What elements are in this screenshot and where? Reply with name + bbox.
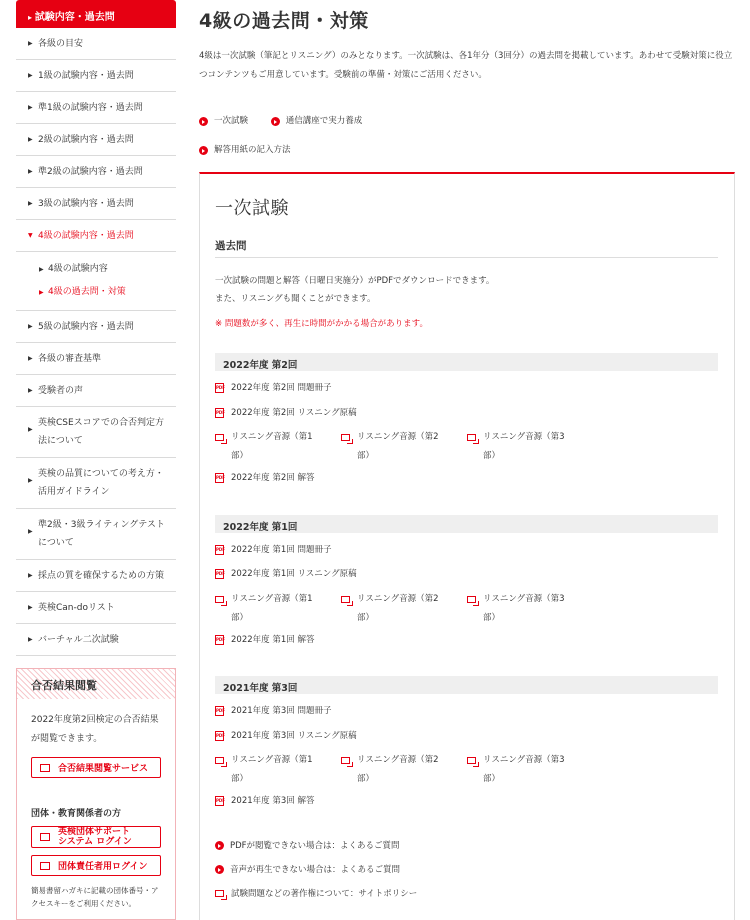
answer-pdf-link[interactable]: PDF 2022年度 第1回 解答 [216, 634, 315, 645]
pdf-icon: PDF [215, 796, 224, 806]
external-window-icon [215, 596, 224, 603]
pdf-icon: PDF [215, 473, 224, 483]
window-icon [40, 862, 50, 870]
section-title: 一次試験 [215, 198, 289, 219]
year-block [215, 676, 718, 814]
group-support-login-button[interactable]: 英検団体サポート システム ログイン [31, 826, 161, 848]
caret-right-icon: ▶ [28, 322, 33, 330]
year-heading: 2022年度 第1回 [215, 515, 718, 533]
sidebar-item-grade4[interactable]: ▼ 4級の試験内容・過去問 [16, 220, 176, 252]
window-icon [40, 764, 50, 772]
caret-right-icon: ▶ [28, 571, 33, 579]
sidebar-item-pre2[interactable]: ▶ 準2級の試験内容・過去問 [16, 156, 176, 188]
anchor-links [199, 107, 735, 165]
caret-right-icon: ▶ [28, 39, 33, 47]
sidebar-item-pre1[interactable]: ▶ 準1級の試験内容・過去問 [16, 92, 176, 124]
caret-right-icon: ▶ [28, 103, 33, 111]
external-window-icon [467, 434, 476, 441]
group-note: 簡易書留ハガキに記載の団体番号・アクセスキーをご利用ください。 [31, 886, 159, 908]
external-window-icon [341, 434, 350, 441]
first-exam-panel [199, 172, 735, 920]
caret-right-icon: ▶ [39, 266, 44, 273]
pdf-icon: PDF [215, 635, 224, 645]
audio-link-part1[interactable]: リスニング音源（第1部） [215, 428, 341, 466]
pdf-icon: PDF [215, 706, 224, 716]
caret-right-icon: ▶ [28, 354, 33, 362]
caret-right-icon: ▶ [28, 167, 33, 175]
external-window-icon [467, 757, 476, 764]
sidebar-subitem-grade4-content[interactable]: ▶ 4級の試験内容 [16, 258, 176, 281]
pdf-icon: PDF [215, 383, 224, 393]
result-box-title: 合否結果閲覧 [17, 669, 175, 699]
subsection-title: 過去問 [215, 238, 718, 258]
year-block [215, 353, 718, 491]
external-window-icon [341, 596, 350, 603]
download-description: 一次試験の問題と解答（日曜日実施分）がPDFでダウンロードできます。 また、リスニングも聞くことができます。 [215, 276, 495, 304]
sidebar-item-cse-score[interactable]: ▶ 英検CSEスコアでの合否判定方法について [16, 407, 176, 458]
help-link-pdf[interactable]: PDFが閲覧できない場合は：よくあるご質問 [215, 834, 718, 858]
year-block [215, 515, 718, 653]
arrow-circle-icon [271, 117, 280, 126]
manager-login-button[interactable]: 団体責任者用ログイン [31, 855, 161, 876]
anchor-link-answer-sheet[interactable]: 解答用紙の記入方法 [199, 136, 291, 165]
caret-right-icon: ▶ [28, 135, 33, 143]
external-window-icon [215, 757, 224, 764]
sidebar-subitem-grade4-past-papers[interactable]: ▶ 4級の過去問・対策 [16, 281, 176, 304]
sidebar-item-voices[interactable]: ▶ 受験者の声 [16, 375, 176, 407]
sidebar-header[interactable]: ▸ 試験内容・過去問 [16, 0, 176, 28]
script-pdf-link[interactable]: PDF 2021年度 第3回 リスニング原稿 [216, 730, 357, 741]
year-heading: 2021年度 第3回 [215, 676, 718, 694]
booklet-pdf-link[interactable]: PDF 2021年度 第3回 問題冊子 [216, 706, 332, 716]
external-window-icon [467, 596, 476, 603]
group-heading: 団体・教育関係者の方 [31, 809, 122, 819]
sidebar-item-grade5[interactable]: ▶ 5級の試験内容・過去問 [16, 311, 176, 343]
caret-right-icon: ▶ [28, 426, 33, 433]
anchor-link-correspondence[interactable]: 通信講座で実力養成 [271, 107, 363, 136]
main-content [199, 0, 735, 920]
answer-pdf-link[interactable]: PDF 2022年度 第2回 解答 [216, 473, 315, 483]
caret-right-icon: ▶ [28, 71, 33, 79]
arrow-circle-icon [215, 841, 224, 850]
audio-links [215, 587, 718, 628]
answer-pdf-link[interactable]: PDF 2021年度 第3回 解答 [216, 796, 315, 806]
warning-text: ※ 問題数が多く、再生に時間がかかる場合があります。 [215, 319, 428, 329]
booklet-pdf-link[interactable]: PDF 2022年度 第2回 問題冊子 [216, 383, 332, 393]
audio-link-part3[interactable]: リスニング音源（第3部） [467, 590, 593, 628]
pdf-icon: PDF [215, 569, 224, 579]
audio-links [215, 425, 718, 466]
sidebar-item-grade3[interactable]: ▶ 3級の試験内容・過去問 [16, 188, 176, 220]
pdf-icon: PDF [215, 545, 224, 555]
audio-link-part3[interactable]: リスニング音源（第3部） [467, 751, 593, 789]
help-link-copyright[interactable]: 試験問題などの著作権について：サイトポリシー [215, 882, 718, 906]
sidebar-submenu [16, 252, 176, 311]
caret-right-icon: ▶ [28, 386, 33, 394]
sidebar-nav [16, 0, 176, 656]
pdf-icon: PDF [215, 408, 224, 418]
sidebar-item-criteria[interactable]: ▶ 各級の審査基準 [16, 343, 176, 375]
result-viewing-box [16, 668, 176, 920]
anchor-link-first-exam[interactable]: 一次試験 [199, 107, 248, 136]
sidebar-item-writing-test[interactable]: ▶ 準2級・3級ライティングテストについて [16, 509, 176, 560]
result-service-button[interactable]: 合否結果閲覧サービス [31, 757, 161, 778]
caret-down-icon: ▼ [28, 231, 33, 239]
sidebar-item-grade2[interactable]: ▶ 2級の試験内容・過去問 [16, 124, 176, 156]
sidebar-item-quality[interactable]: ▶ 英検の品質についての考え方・活用ガイドライン [16, 458, 176, 509]
caret-right-icon: ▶ [28, 603, 33, 611]
help-link-audio[interactable]: 音声が再生できない場合は：よくあるご質問 [215, 858, 718, 882]
external-window-icon [341, 757, 350, 764]
script-pdf-link[interactable]: PDF 2022年度 第1回 リスニング原稿 [216, 569, 357, 579]
caret-right-icon: ▶ [28, 635, 33, 643]
caret-right-icon: ▶ [28, 477, 33, 484]
page-title: 4級の過去問・対策 [199, 10, 369, 32]
audio-link-part3[interactable]: リスニング音源（第3部） [467, 428, 593, 466]
booklet-pdf-link[interactable]: PDF 2022年度 第1回 問題冊子 [216, 544, 332, 555]
audio-link-part2[interactable]: リスニング音源（第2部） [341, 751, 467, 789]
external-window-icon [215, 890, 224, 897]
audio-link-part1[interactable]: リスニング音源（第1部） [215, 590, 341, 628]
arrow-circle-icon [199, 117, 208, 126]
pdf-icon: PDF [215, 731, 224, 741]
arrow-circle-icon [215, 865, 224, 874]
intro-text: 4級は一次試験（筆記とリスニング）のみとなります。一次試験は、各1年分（3回分）の過去問を掲載しています。あわせて受験対策に役立つコンテンツもご用意しています。受験前の準備・対策にご活用ください。 [199, 51, 733, 80]
audio-link-part2[interactable]: リスニング音源（第2部） [341, 428, 467, 466]
audio-link-part2[interactable]: リスニング音源（第2部） [341, 590, 467, 628]
caret-right-icon: ▶ [28, 528, 33, 535]
result-box-text: 2022年度第2回検定の合否結果が閲覧できます。 [31, 715, 159, 744]
arrow-circle-icon [199, 146, 208, 155]
sidebar-item-virtual-interview[interactable]: ▶ バーチャル二次試験 [16, 624, 176, 656]
script-pdf-link[interactable]: PDF 2022年度 第2回 リスニング原稿 [216, 407, 357, 418]
audio-links [215, 748, 718, 789]
sidebar-item-scoring-quality[interactable]: ▶ 採点の質を確保するための方策 [16, 560, 176, 592]
sidebar-item-grade1[interactable]: ▶ 1級の試験内容・過去問 [16, 60, 176, 92]
year-heading: 2022年度 第2回 [215, 353, 718, 371]
caret-right-icon: ▶ [28, 199, 33, 207]
sidebar-item-can-do[interactable]: ▶ 英検Can-doリスト [16, 592, 176, 624]
caret-right-icon: ▶ [39, 289, 44, 296]
sidebar-item-grade-guide[interactable]: ▶ 各級の目安 [16, 28, 176, 60]
external-window-icon [215, 434, 224, 441]
audio-link-part1[interactable]: リスニング音源（第1部） [215, 751, 341, 789]
window-icon [40, 833, 50, 841]
help-links [215, 834, 718, 906]
